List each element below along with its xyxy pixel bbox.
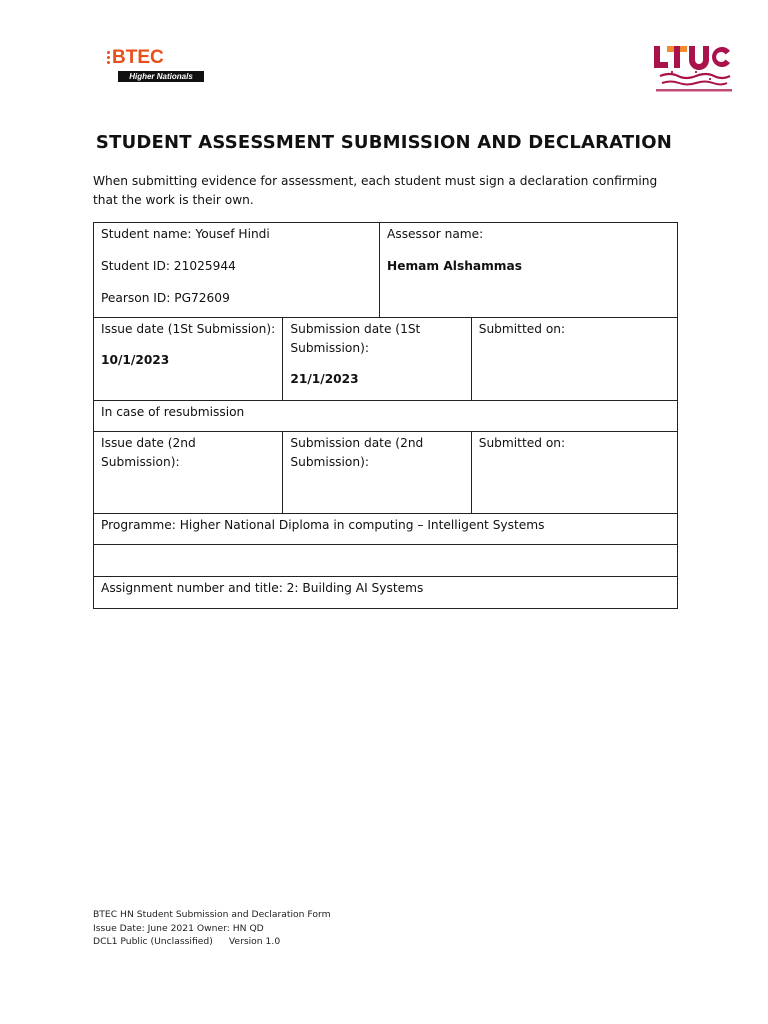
intro-text: When submitting evidence for assessment, each student must sign a declaration confirming that the work is their own. bbox=[93, 174, 658, 207]
programme-cell bbox=[94, 514, 677, 544]
table-row bbox=[94, 514, 677, 545]
btec-logo-tagline: Higher Nationals bbox=[118, 71, 204, 82]
submitted-on-2-cell bbox=[472, 432, 677, 513]
assignment-text: Assignment number and title: 2: Building AI Systems bbox=[101, 581, 424, 595]
student-name: Student name: Yousef Hindi bbox=[101, 227, 270, 241]
footer-line-1: BTEC HN Student Submission and Declaration Form bbox=[93, 909, 331, 920]
issue-date-1-value: 10/1/2023 bbox=[101, 353, 170, 367]
table-row bbox=[94, 545, 677, 577]
blank-cell bbox=[94, 545, 677, 576]
assessor-cell bbox=[380, 223, 677, 317]
btec-logo bbox=[108, 48, 208, 84]
student-id: Student ID: 21025944 bbox=[101, 259, 236, 273]
issue-date-1-label: Issue date (1St Submission): bbox=[101, 322, 276, 336]
assessor-label: Assessor name: bbox=[387, 227, 484, 241]
table-row bbox=[94, 577, 677, 608]
submitted-on-1-cell bbox=[472, 318, 677, 400]
submission-date-2-cell bbox=[283, 432, 471, 513]
footer-line-2: Issue Date: June 2021 Owner: HN QD bbox=[93, 922, 264, 934]
btec-dots-icon bbox=[107, 51, 112, 65]
student-details-cell bbox=[94, 223, 380, 317]
footer-classification: DCL1 Public (Unclassified) bbox=[93, 936, 213, 947]
submitted-on-1-label: Submitted on: bbox=[478, 322, 566, 336]
table-row bbox=[94, 223, 677, 318]
table-row bbox=[94, 401, 677, 432]
page-footer bbox=[93, 908, 331, 949]
programme-text: Programme: Higher National Diploma in computing – Intelligent Systems bbox=[101, 518, 545, 532]
assignment-cell bbox=[94, 577, 677, 608]
table-row bbox=[94, 432, 677, 514]
issue-date-2-cell bbox=[94, 432, 283, 513]
table-row bbox=[94, 318, 677, 401]
ltuc-logo-mark bbox=[652, 42, 736, 98]
issue-date-2-label: Issue date (2nd Submission): bbox=[101, 436, 196, 469]
submitted-on-2-label: Submitted on: bbox=[478, 436, 566, 450]
footer-version: Version 1.0 bbox=[228, 936, 281, 947]
declaration-table bbox=[93, 222, 678, 609]
submission-date-1-cell bbox=[283, 318, 471, 400]
pearson-id: Pearson ID: PG72609 bbox=[101, 291, 230, 305]
resubmission-label: In case of resubmission bbox=[101, 405, 245, 419]
ltuc-logo bbox=[652, 42, 736, 98]
btec-logo-word: BTEC bbox=[112, 47, 164, 68]
submission-date-2-label: Submission date (2nd Submission): bbox=[290, 436, 424, 469]
resubmission-cell bbox=[94, 401, 677, 431]
page-title: STUDENT ASSESSMENT SUBMISSION AND DECLARATION bbox=[95, 132, 673, 153]
submission-date-1-label: Submission date (1St Submission): bbox=[290, 322, 421, 355]
issue-date-1-cell bbox=[94, 318, 283, 400]
assessor-value: Hemam Alshammas bbox=[387, 259, 522, 273]
footer-line-3 bbox=[93, 935, 331, 949]
submission-date-1-value: 21/1/2023 bbox=[290, 372, 359, 386]
